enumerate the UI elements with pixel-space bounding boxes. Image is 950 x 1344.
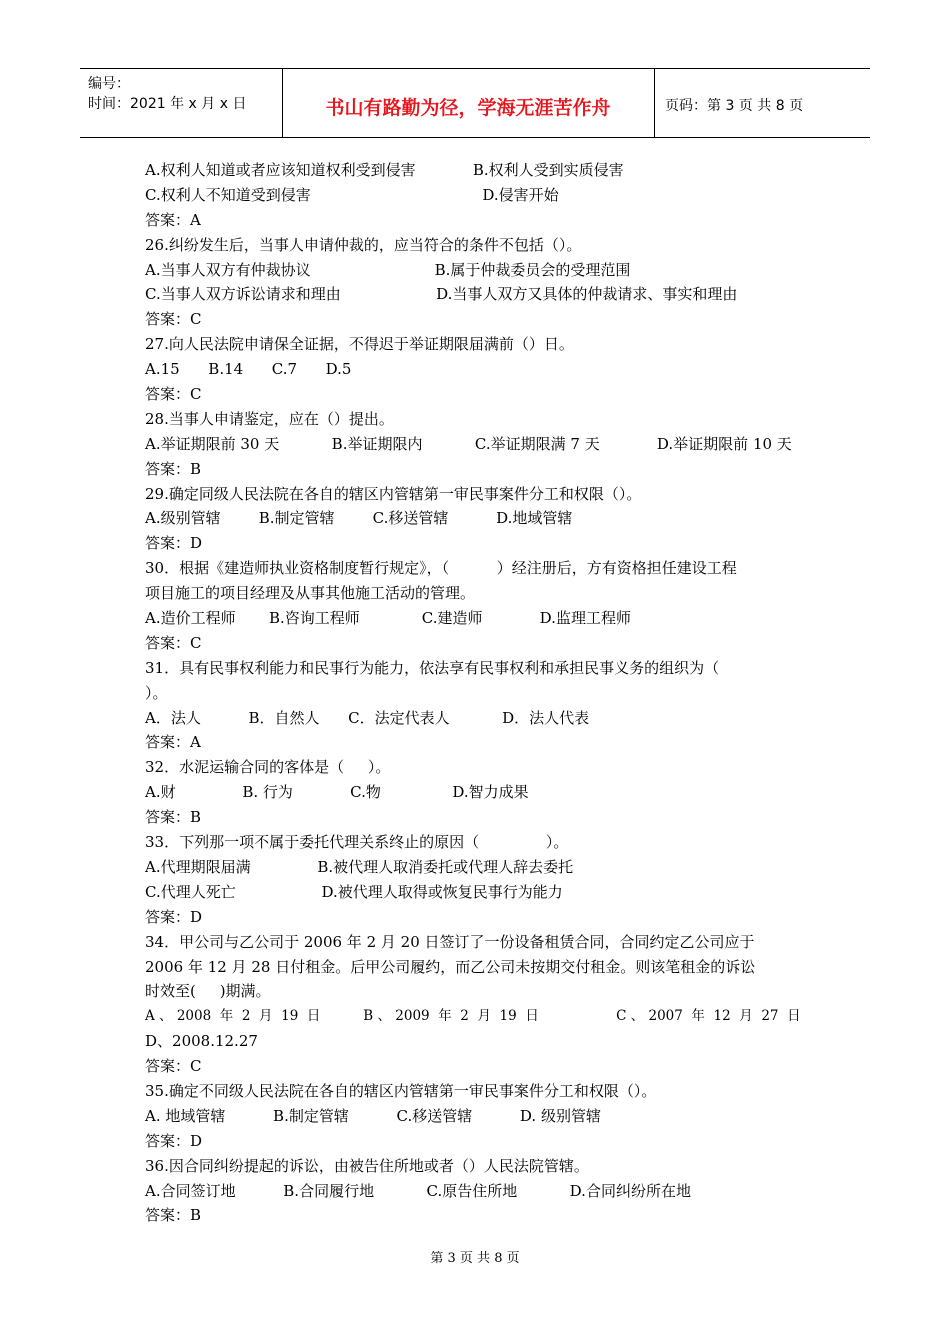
text-line: A 、 2008 年 2 月 19 日 B 、 2009 年 2 月 19 日 C 、 2007 年 12 月 27 日 <box>145 1008 801 1025</box>
text-line: 时效至( )期满。 <box>145 982 271 1001</box>
text-line: C.代理人死亡 D.被代理人取得或恢复民事行为能力 <box>145 882 563 901</box>
answer-line: 答案：C <box>145 1057 202 1076</box>
header-meta-cell <box>80 69 283 137</box>
header-motto-cell <box>282 69 655 137</box>
text-line: A.代理期限届满 B.被代理人取消委托或代理人辞去委托 <box>145 857 574 876</box>
text-line: A. 地域管辖 B.制定管辖 C.移送管辖 D. 级别管辖 <box>145 1106 601 1125</box>
answer-line: 答案：A <box>145 733 201 752</box>
text-line: A.当事人双方有仲裁协议 B.属于仲裁委员会的受理范围 <box>145 260 631 279</box>
text-line: A.15 B.14 C.7 D.5 <box>145 360 352 379</box>
motto-text: 书山有路勤为径，学海无涯苦作舟 <box>325 97 611 119</box>
answer-line: 答案：D <box>145 534 203 553</box>
text-line: A.造价工程师 B.咨询工程师 C.建造师 D.监理工程师 <box>145 609 631 628</box>
question-line: 36.因合同纠纷提起的诉讼，由被告住所地或者（）人民法院管辖。 <box>145 1156 589 1175</box>
text-line: A.级别管辖 B.制定管辖 C.移送管辖 D.地域管辖 <box>145 509 573 528</box>
answer-line: 答案：C <box>145 310 202 329</box>
text-line: C.权利人不知道受到侵害 D.侵害开始 <box>145 185 559 204</box>
text-line: A.财 B. 行为 C.物 D.智力成果 <box>145 783 529 802</box>
answer-line: 答案：D <box>145 907 203 926</box>
answer-line: 答案：B <box>145 459 202 478</box>
header-page-cell <box>655 69 870 137</box>
text-line: C.当事人双方诉讼请求和理由 D.当事人双方又具体的仲裁请求、事实和理由 <box>145 285 738 304</box>
question-line: 35.确定不同级人民法院在各自的辖区内管辖第一审民事案件分工和权限（）。 <box>145 1081 657 1100</box>
question-line: 30．根据《建造师执业资格制度暂行规定》，（ ）经注册后，方有资格担任建设工程 <box>145 559 737 578</box>
answer-line: 答案：B <box>145 1206 202 1225</box>
question-line: 26.纠纷发生后，当事人申请仲裁的，应当符合的条件不包括（）。 <box>145 235 582 254</box>
answer-line: 答案：D <box>145 1131 203 1150</box>
answer-line: 答案：A <box>145 210 201 229</box>
text-line: 2006 年 12 月 28 日付租金。后甲公司履约，而乙公司未按期交付租金。则该笔租金的诉讼 <box>145 957 756 976</box>
text-line: A．法人 B．自然人 C．法定代表人 D．法人代表 <box>145 708 590 727</box>
text-line: A.合同签订地 B.合同履行地 C.原告住所地 D.合同纠纷所在地 <box>145 1181 691 1200</box>
question-line: 28.当事人申请鉴定，应在（）提出。 <box>145 409 394 428</box>
answer-line: 答案：B <box>145 808 202 827</box>
text-line: A.权利人知道或者应该知道权利受到侵害 B.权利人受到实质侵害 <box>145 161 624 179</box>
question-line: 33．下列那一项不属于委托代理关系终止的原因（ ）。 <box>145 833 569 852</box>
page-footer: 第 3 页 共 8 页 <box>430 1251 520 1266</box>
question-line: 29.确定同级人民法院在各自的辖区内管辖第一审民事案件分工和权限（）。 <box>145 484 642 503</box>
question-line: 31．具有民事权利能力和民事行为能力，依法享有民事权利和承担民事义务的组织为（ <box>145 658 720 677</box>
question-line: 32．水泥运输合同的客体是（ ）。 <box>145 758 391 777</box>
answer-line: 答案：C <box>145 385 202 404</box>
answer-line: 答案：C <box>145 633 202 652</box>
question-line: 34．甲公司与乙公司于 2006 年 2 月 20 日签订了一份设备租赁合同，合同约定乙公司应于 <box>145 932 755 951</box>
text-line: 项目施工的项目经理及从事其他施工活动的管理。 <box>145 584 476 603</box>
text-line: A.举证期限前 30 天 B.举证期限内 C.举证期限满 7 天 D.举证期限前 10 天 <box>145 434 792 453</box>
question-content <box>145 158 809 1228</box>
question-line: 27.向人民法院申请保全证据，不得迟于举证期限届满前（）日。 <box>145 335 574 354</box>
text-line: ）。 <box>145 683 168 702</box>
document-time-label: 时间：2021 年 x 月 x 日 <box>88 96 247 112</box>
text-line: D、2008.12.27 <box>145 1032 258 1051</box>
header-table <box>80 68 870 138</box>
document-number-label: 编号： <box>88 76 130 92</box>
header-page-number: 页码：第 3 页 共 8 页 <box>665 98 804 114</box>
